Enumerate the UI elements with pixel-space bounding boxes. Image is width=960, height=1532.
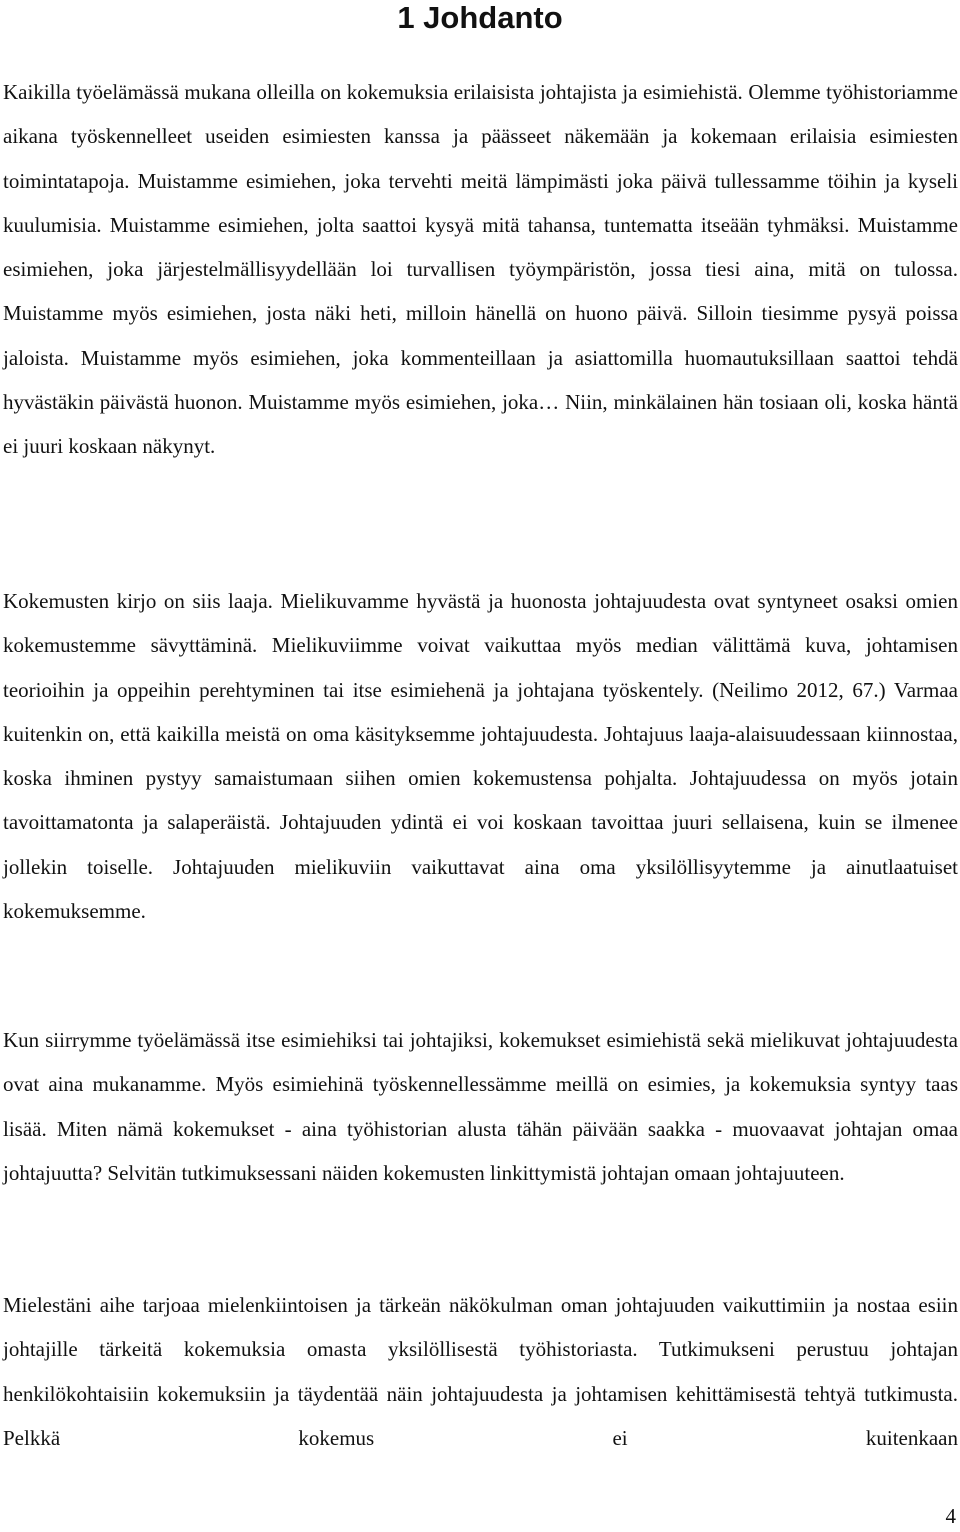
chapter-heading: 1 Johdanto — [397, 0, 563, 35]
paragraph-3: Kun siirrymme työelämässä itse esimiehiksi tai johtajiksi, kokemukset esimiehistä sekä mielikuvat johtajuudesta ovat aina mukanamme. Myös esimiehinä työskennellessämme meillä on esimies, ja kokemuksia syntyy taas lisää. Miten nämä kokemukset - aina työhistorian alusta tähän päivään saakka - muovaavat johtajan omaa johtajuutta? Selvitän tutkimuksessani näiden kokemusten linkittymistä johtajan omaan johtajuuteen. — [3, 1028, 958, 1185]
paragraph-4: Mielestäni aihe tarjoaa mielenkiintoisen ja tärkeän näkökulman oman johtajuuden vaikuttimiin ja nostaa esiin johtajille tärkeitä kokemuksia omasta yksilöllisestä työhistoriasta. Tutkimukseni perustuu johtajan henkilökohtaisiin kokemuksiin ja täydentää näin johtajuudesta ja johtamisen kehittämisestä tehtyä tutkimusta. Pelkkä kokemus ei kuitenkaan — [3, 1293, 958, 1450]
page-number: 4 — [945, 1504, 956, 1528]
paragraph-2: Kokemusten kirjo on siis laaja. Mielikuvamme hyvästä ja huonosta johtajuudesta ovat syntyneet osaksi omien kokemustemme sävyttäminä. Mielikuviimme voivat vaikuttaa myös median välittämä kuva, johtamisen teorioihin ja oppeihin perehtyminen tai itse esimiehenä ja johtajana työskentely. (Neilimo 2012, 67.) Varmaa kuitenkin on, että kaikilla meistä on oma käsityksemme johtajuudesta. Johtajuus laaja-alaisuudessaan kiinnostaa, koska ihminen pystyy samaistumaan siihen omien kokemustensa pohjalta. Johtajuudessa on myös jotain tavoittamatonta ja salaperäistä. Johtajuuden ydintä ei voi koskaan tavoittaa juuri sellaisena, kuin se ilmenee jollekin toiselle. Johtajuuden mielikuviin vaikuttavat aina oma yksilöllisyytemme ja ainutlaatuiset kokemuksemme. — [3, 589, 958, 924]
paragraph-1: Kaikilla työelämässä mukana olleilla on kokemuksia erilaisista johtajista ja esimiehistä. Olemme työhistoriamme aikana työskennelleet useiden esimiesten kanssa ja päässeet näkemään ja kokemaan erilaisia esimiesten toimintatapoja. Muistamme esimiehen, joka tervehti meitä lämpimästi joka päivä tullessamme töihin ja kyseli kuulumisia. Muistamme esimiehen, jolta saattoi kysyä mitä tahansa, tuntematta itseään tyhmäksi. Muistamme esimiehen, joka järjestelmällisyydellään loi turvallisen työympäristön, jossa tiesi aina, mitä on tulossa. Muistamme myös esimiehen, josta näki heti, milloin hänellä on huono päivä. Silloin tiesimme pysyä poissa jaloista. Muistamme myös esimiehen, joka kommenteillaan ja asiattomilla huomautuksillaan saattoi tehdä hyvästäkin päivästä huonon. Muistamme myös esimiehen, joka… Niin, minkälainen hän tosiaan oli, koska häntä ei juuri koskaan näkynyt. — [3, 80, 958, 459]
